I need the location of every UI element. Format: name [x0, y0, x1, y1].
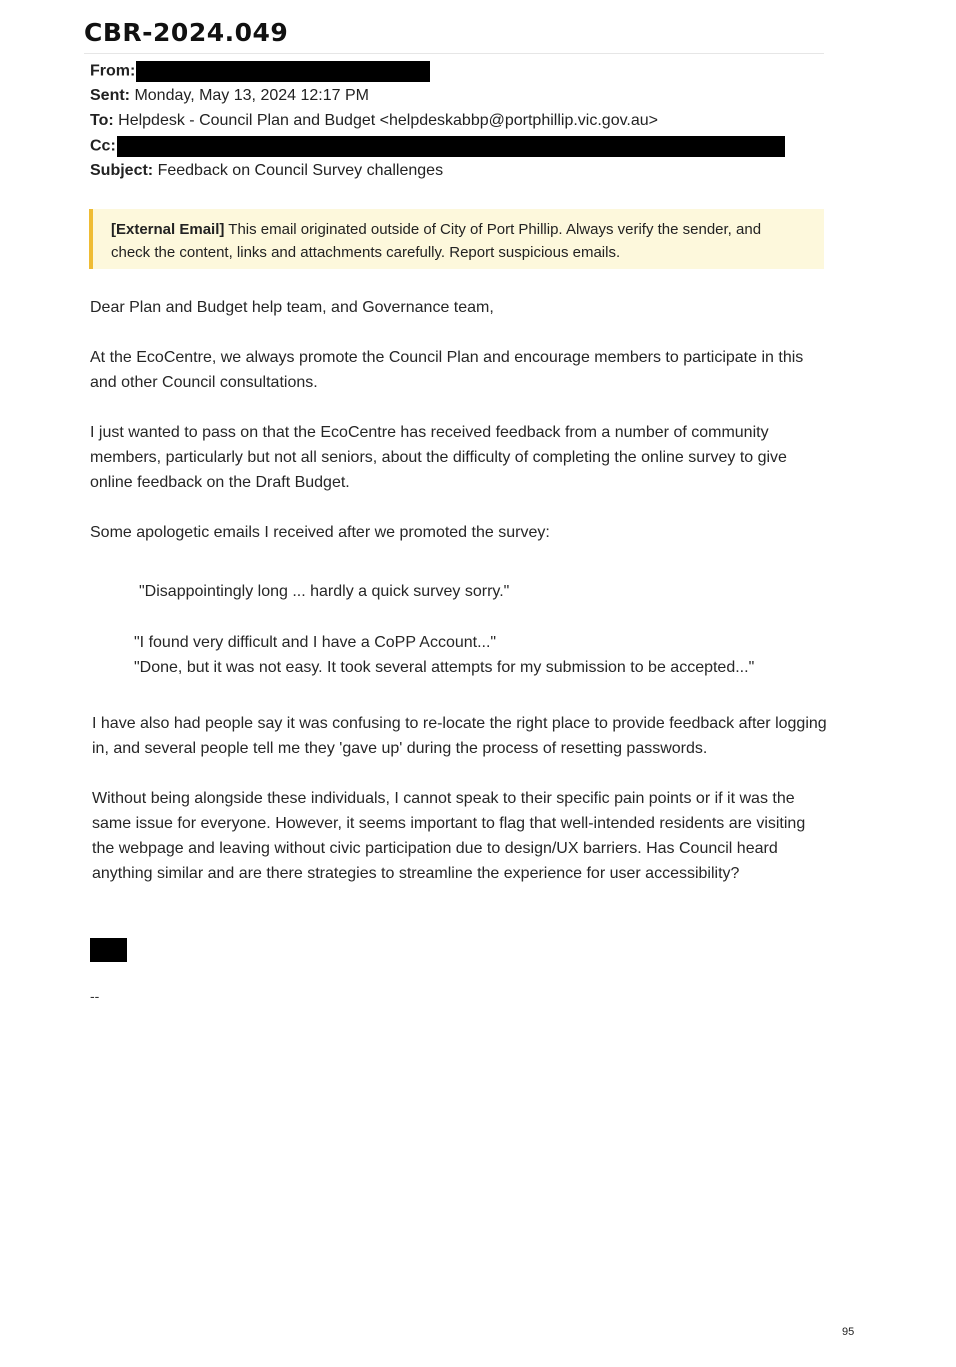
banner-text: This email originated outside of City of Port Phillip. Always verify the sender, and check the content, links and attachments carefully. Report suspicious emails.	[111, 221, 762, 261]
external-email-banner	[89, 209, 824, 269]
paragraph-4: I have also had people say it was confusing to re-locate the right place to provide feedback after logging in, and several people tell me they 'gave up' during the process of resetting passwords.	[92, 715, 827, 757]
paragraph-2: I just wanted to pass on that the EcoCentre has received feedback from a number of community members, particularly but not all seniors, about the difficulty of completing the online survey to give online feedback on the Draft Budget.	[90, 424, 787, 491]
signature-separator: --	[90, 988, 100, 1004]
subject-row	[90, 161, 443, 181]
quote-3: "Done, but it was not easy. It took several attempts for my submission to be accepted..."	[134, 659, 755, 676]
from-label: From:	[90, 62, 136, 80]
cc-redaction	[117, 136, 785, 157]
quote-2: "I found very difficult and I have a CoPP Account..."	[134, 634, 497, 651]
subject-label: Subject:	[90, 162, 154, 179]
document-id: CBR-2024.049	[84, 18, 289, 47]
to-label: To:	[90, 112, 114, 129]
header-divider	[84, 53, 824, 54]
cc-label: Cc:	[90, 137, 116, 155]
sent-value: Monday, May 13, 2024 12:17 PM	[134, 87, 369, 104]
greeting: Dear Plan and Budget help team, and Governance team,	[90, 299, 494, 316]
paragraph-3: Some apologetic emails I received after we promoted the survey:	[90, 524, 550, 541]
page-number: 95	[842, 1326, 855, 1338]
paragraph-1: At the EcoCentre, we always promote the Council Plan and encourage members to participate in this and other Council consultations.	[90, 349, 804, 391]
sent-label: Sent:	[90, 87, 130, 104]
banner-tag: [External Email]	[111, 221, 225, 238]
sent-row	[90, 86, 369, 106]
from-row	[90, 61, 430, 82]
to-row	[90, 111, 658, 131]
from-redaction	[136, 61, 430, 82]
subject-value: Feedback on Council Survey challenges	[157, 162, 444, 179]
to-value: Helpdesk - Council Plan and Budget <helpdeskabbp@portphillip.vic.gov.au>	[118, 112, 658, 129]
signature-redaction	[90, 938, 127, 962]
cc-row	[90, 136, 785, 157]
paragraph-5: Without being alongside these individuals, I cannot speak to their specific pain points or if it was the same issue for everyone. However, it seems important to flag that well-intended residents are visiting the webpage and leaving without civic participation due to design/UX barriers. Has Council heard anything similar and are there strategies to streamline the experience for user accessibility?	[92, 790, 806, 882]
quote-1: "Disappointingly long ... hardly a quick survey sorry."	[139, 583, 510, 600]
